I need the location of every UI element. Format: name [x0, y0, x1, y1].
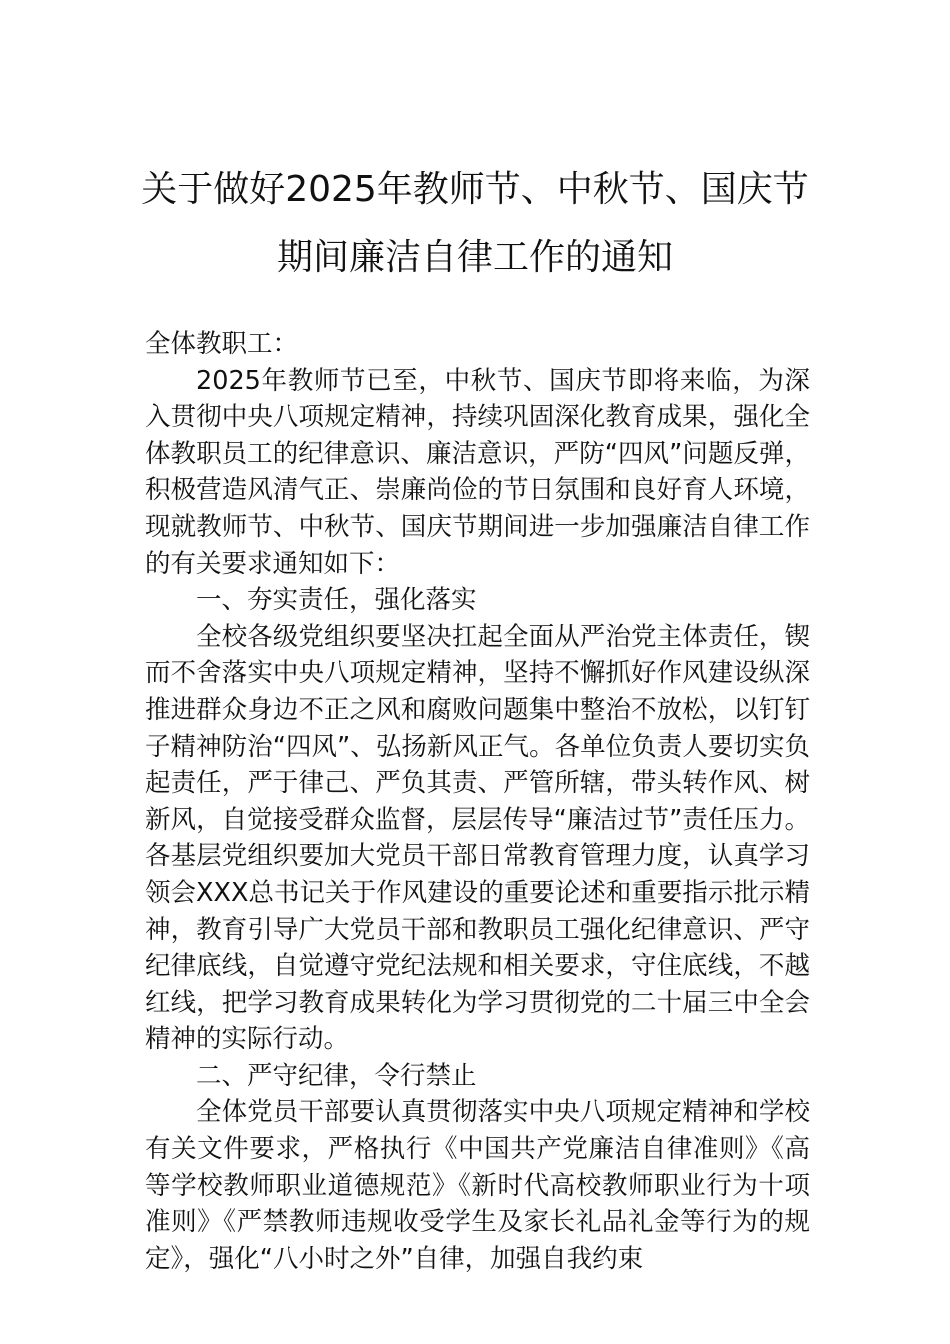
document-body — [145, 326, 810, 1277]
salutation: 全体教职工： — [145, 329, 299, 359]
section-paragraph-2: 全体党员干部要认真贯彻落实中央八项规定精神和学校有关文件要求，严格执行《中国共产党廉洁自律准则》《高等学校教师职业道德规范》《新时代高校教师职业行为十项准则》《严禁教师违规收受学生及家长礼品礼金等行为的规定》，强化“八小时之外”自律，加强自我约束 — [145, 1097, 810, 1274]
section-paragraph-1: 全校各级党组织要坚决扛起全面从严治党主体责任，锲而不舍落实中央八项规定精神，坚持不懈抓好作风建设纵深推进群众身边不正之风和腐败问题集中整治不放松，以钉钉子精神防治“四风”、弘扬新风正气。各单位负责人要切实负起责任，严于律己、严负其责、严管所辖，带头转作风、树新风，自觉接受群众监督，层层传导“廉洁过节”责任压力。各基层党组织要加大党员干部日常教育管理力度，认真学习领会XXX总书记关于作风建设的重要论述和重要指示批示精神，教育引导广大党员干部和教职员工强化纪律意识、严守纪律底线，自觉遵守党纪法规和相关要求，守住底线，不越红线，把学习教育成果转化为学习贯彻党的二十届三中全会精神的实际行动。 — [145, 621, 810, 1055]
document-title-line-1: 关于做好2025年教师节、中秋节、国庆节 — [141, 169, 809, 210]
document-title-line-2: 期间廉洁自律工作的通知 — [276, 237, 673, 278]
section-heading-1: 一、夯实责任，强化落实 — [196, 585, 477, 616]
section-heading-2: 二、严守纪律，令行禁止 — [196, 1060, 477, 1091]
intro-paragraph: 2025年教师节已至，中秋节、国庆节即将来临，为深入贯彻中央八项规定精神，持续巩固深化教育成果，强化全体教职员工的纪律意识、廉洁意识，严防“四风”问题反弹，积极营造风清气正、崇廉尚俭的节日氛围和良好育人环境，现就教师节、中秋节、国庆节期间进一步加强廉洁自律工作的有关要求通知如下： — [145, 365, 810, 579]
